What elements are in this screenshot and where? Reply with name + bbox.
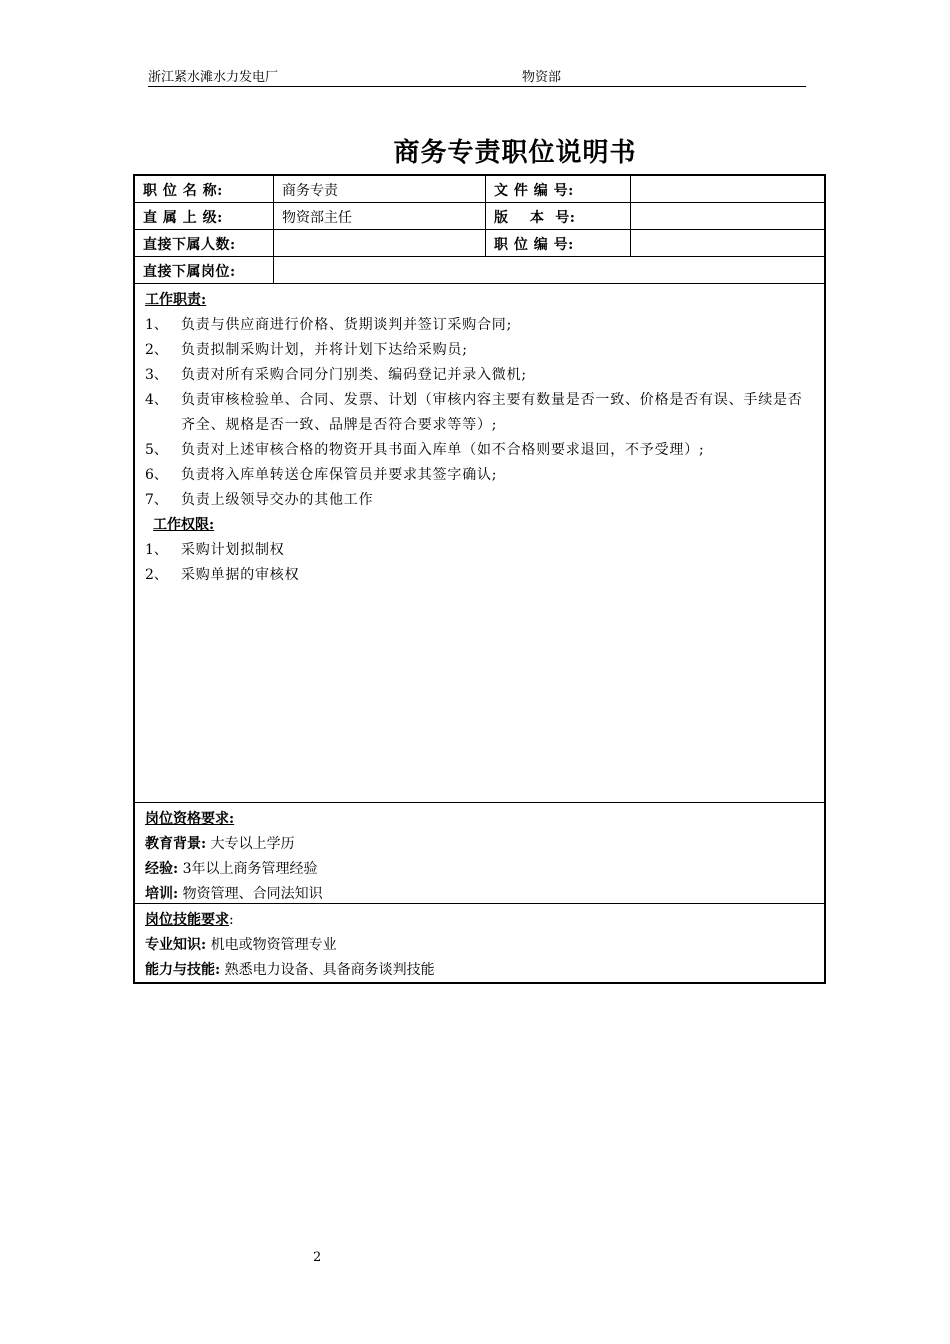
doc-number-value [631,176,824,202]
version-value [631,203,824,229]
duty-item [145,313,814,338]
skills-title-line [145,908,814,933]
supervisor-value: 物资部主任 [274,203,486,229]
duty-num: 5、 [145,442,168,458]
authority-title: 工作权限: [153,517,215,533]
ability-line [145,958,814,983]
duty-text: 负责将入库单转送仓库保管员并要求其签字确认; [181,467,498,483]
training-label: 培训: [145,886,179,902]
skills-title: 岗位技能要求 [145,912,229,928]
subordinate-positions-value [274,257,824,283]
info-row-2 [135,203,824,230]
authority-item [145,563,814,588]
document-title [0,132,950,169]
doc-number-label: 文 件 编 号: [486,176,631,202]
authority-text: 采购计划拟制权 [181,542,285,558]
education-label: 教育背景: [145,836,207,852]
subordinate-positions-label: 直接下属岗位: [135,257,274,283]
authority-item [145,538,814,563]
department-name: 物资部 [522,70,562,85]
duty-num: 2、 [145,342,168,358]
supervisor-label: 直 属 上 级: [135,203,274,229]
duty-item [145,388,814,438]
duty-text: 负责对上述审核合格的物资开具书面入库单（如不合格则要求退回，不予受理）; [181,442,705,458]
duties-title: 工作职责: [145,292,207,308]
info-row-4 [135,257,824,284]
skills-title-suffix: : [229,912,234,928]
training-value: 物资管理、合同法知识 [182,886,323,902]
experience-value: 3年以上商务管理经验 [182,861,318,877]
duty-num: 4、 [145,392,168,408]
version-label: 版 本 号: [486,203,631,229]
duty-item [145,338,814,363]
ability-value: 熟悉电力设备、具备商务谈判技能 [224,962,435,978]
qualification-section [135,803,824,904]
duty-item [145,363,814,388]
authority-num: 1、 [145,542,168,558]
duty-item [145,438,814,463]
authority-num: 2、 [145,567,168,583]
subordinate-count-value [274,230,486,256]
duty-text: 负责拟制采购计划，并将计划下达给采购员; [181,342,468,358]
knowledge-label: 专业知识: [145,937,207,953]
duty-text: 负责与供应商进行价格、货期谈判并签订采购合同; [181,317,513,333]
company-name: 浙江紧水滩水力发电厂 [148,70,279,85]
duty-num: 6、 [145,467,168,483]
experience-line [145,857,814,882]
position-name-label: 职 位 名 称: [135,176,274,202]
position-code-value [631,230,824,256]
position-name-value: 商务专责 [274,176,486,202]
education-line [145,832,814,857]
qualification-title: 岗位资格要求: [145,811,235,827]
education-value: 大专以上学历 [210,836,295,852]
title-text: 商务专责职位说明书 [393,138,637,168]
position-code-label: 职 位 编 号: [486,230,631,256]
duty-item [145,488,814,513]
duty-text: 负责审核检验单、合同、发票、计划（审核内容主要有数量是否一致、价格是否有误、手续是否齐全、规格是否一致、品牌是否符合要求等等）; [181,392,803,433]
knowledge-line [145,933,814,958]
duty-item [145,463,814,488]
info-row-1 [135,176,824,203]
page-number: 2 [313,1250,322,1265]
experience-label: 经验: [145,861,179,877]
authority-text: 采购单据的审核权 [181,567,300,583]
duty-num: 3、 [145,367,168,383]
duties-section [135,284,824,803]
duty-text: 负责上级领导交办的其他工作 [181,492,374,508]
skills-section [135,904,824,982]
duty-num: 7、 [145,492,168,508]
duty-text: 负责对所有采购合同分门别类、编码登记并录入微机; [181,367,527,383]
subordinate-count-label: 直接下属人数: [135,230,274,256]
duty-num: 1、 [145,317,168,333]
page-header [148,64,806,87]
job-description-table [133,174,826,984]
ability-label: 能力与技能: [145,962,221,978]
knowledge-value: 机电或物资管理专业 [210,937,337,953]
info-row-3 [135,230,824,257]
